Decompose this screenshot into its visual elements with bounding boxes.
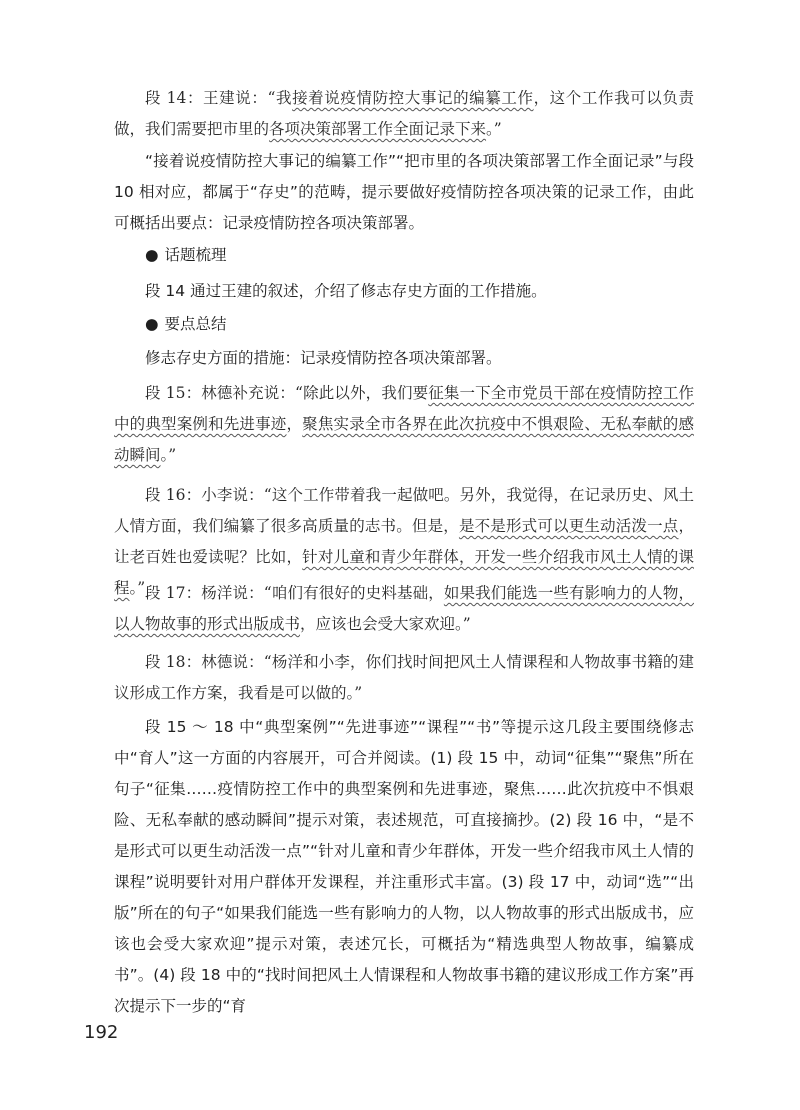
underlined-phrase: 如果我们能选一些有影响力的人物，以人物故事的形式出版成书 xyxy=(114,584,694,633)
topic-heading: ● 话题梳理 xyxy=(145,240,227,271)
underlined-phrase: 征集一下全市党员干部在疫情防控工作中的典型案例和先进事迹 xyxy=(114,384,694,433)
underlined-phrase: 接着说疫情防控大事记的编纂工作 xyxy=(292,89,534,107)
underlined-phrase: 针对儿童和青少年群体，开发一些介绍我市风土人情的课程 xyxy=(114,548,694,597)
paragraph-14-analysis: “接着说疫情防控大事记的编纂工作”“把市里的各项决策部署工作全面记录”与段 10 相对应，都属于“存史”的范畴，提示要做好疫情防控各项决策的记录工作，由此可概括出要点：记录疫情防控各项决策部署。 xyxy=(114,152,694,232)
underlined-phrase: 是不是形式可以更生动活泼一点 xyxy=(458,517,679,535)
bullet-dot-icon: ● xyxy=(145,315,159,333)
paragraph-15: 段 15：林德补充说：“除此以外，我们要征集一下全市党员干部在疫情防控工作中的典型案例和先进事迹，聚焦实录全市各界在此次抗疫中不惧艰险、无私奉献的感动瞬间。” xyxy=(114,384,694,464)
paragraph-16: 段 16：小李说：“这个工作带着我一起做吧。另外，我觉得，在记录历史、风土人情方面，我们编纂了很多高质量的志书。但是，是不是形式可以更生动活泼一点，让老百姓也爱读呢？比如，针对儿童和青少年群体，开发一些介绍我市风土人情的课程。” xyxy=(114,486,694,597)
paragraph-14: 段 14：王建说：“我接着说疫情防控大事记的编纂工作，这个工作我可以负责做，我们需要把市里的各项决策部署工作全面记录下来。” xyxy=(114,89,694,138)
topic-text: 段 14 通过王建的叙述，介绍了修志存史方面的工作措施。 xyxy=(145,282,547,300)
bullet-dot-icon: ● xyxy=(145,246,159,264)
underlined-phrase: 聚焦实录全市各界在此次抗疫中不惧艰险、无私奉献的感动瞬间 xyxy=(114,415,694,464)
summary-heading: ● 要点总结 xyxy=(145,309,227,340)
paragraph-18: 段 18：林德说：“杨洋和小李，你们找时间把风土人情课程和人物故事书籍的建议形成工作方案，我看是可以做的。” xyxy=(114,653,694,702)
underlined-phrase: 各项决策部署工作全面记录下来 xyxy=(269,120,487,138)
summary-text: 修志存史方面的措施：记录疫情防控各项决策部署。 xyxy=(145,349,502,367)
analysis-15-18: 段 15 ～ 18 中“典型案例”“先进事迹”“课程”“书”等提示这几段主要围绕修志中“育人”这一方面的内容展开，可合并阅读。(1) 段 15 中，动词“征集”“聚焦”所在句子“征集……疫情防控工作中的典型案例和先进事迹，聚焦……此次抗疫中不惧艰险、无私奉献的感动瞬间”提示对策，表述规范，可直接摘抄。(2) 段 16 中，“是不是形式可以更生动活泼一点”“针对儿童和青少年群体，开发一些介绍我市风土人情的课程”说明要针对用户群体开发课程，并注重形式丰富。(3) 段 17 中，动词“选”“出版”所在的句子“如果我们能选一些有影响力的人物，以人物故事的形式出版成书，应该也会受大家欢迎”提示对策，表述冗长，可概括为“精选典型人物故事，编纂成书”。(4) 段 18 中的“找时间把风土人情课程和人物故事书籍的建议形成工作方案”再次提示下一步的“育 xyxy=(114,718,694,1015)
paragraph-17: 段 17：杨洋说：“咱们有很好的史料基础，如果我们能选一些有影响力的人物，以人物故事的形式出版成书，应该也会受大家欢迎。” xyxy=(114,584,694,633)
page-number: 192 xyxy=(84,1022,119,1043)
